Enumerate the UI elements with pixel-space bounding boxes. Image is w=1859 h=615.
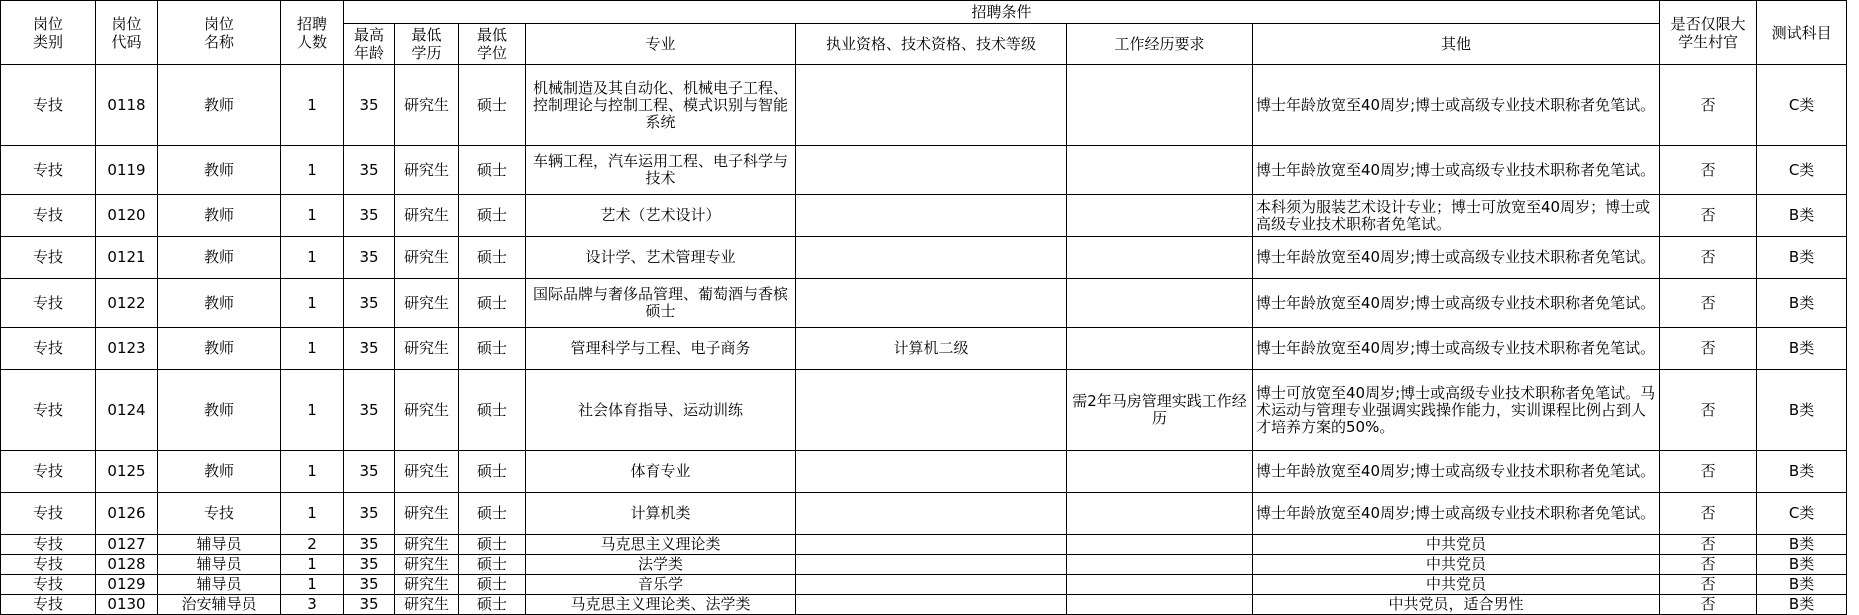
cell-code: 0128	[96, 555, 158, 575]
cell-qualification	[796, 370, 1067, 451]
cell-major: 机械制造及其自动化、机械电子工程、控制理论与控制工程、模式识别与智能系统	[526, 65, 796, 146]
cell-village-official: 否	[1660, 493, 1757, 535]
cell-max-age: 35	[344, 195, 395, 237]
header-exam-subject: 测试科目	[1757, 1, 1847, 65]
cell-min-education: 研究生	[395, 493, 459, 535]
cell-category: 专技	[1, 237, 96, 279]
cell-min-degree: 硕士	[459, 237, 526, 279]
cell-category: 专技	[1, 535, 96, 555]
cell-qualification	[796, 279, 1067, 328]
cell-category: 专技	[1, 328, 96, 370]
cell-work-experience	[1067, 279, 1253, 328]
header-other: 其他	[1253, 24, 1660, 65]
cell-min-education: 研究生	[395, 195, 459, 237]
cell-work-experience	[1067, 451, 1253, 493]
cell-code: 0126	[96, 493, 158, 535]
cell-other: 中共党员，适合男性	[1253, 595, 1660, 615]
header-count: 招聘 人数	[281, 1, 344, 65]
cell-other: 博士年龄放宽至40周岁;博士或高级专业技术职称者免笔试。	[1253, 146, 1660, 195]
cell-min-education: 研究生	[395, 328, 459, 370]
cell-work-experience	[1067, 555, 1253, 575]
cell-min-education: 研究生	[395, 65, 459, 146]
cell-work-experience	[1067, 146, 1253, 195]
cell-major: 体育专业	[526, 451, 796, 493]
table-row	[1, 493, 1847, 535]
cell-min-degree: 硕士	[459, 328, 526, 370]
header-row-1	[1, 1, 1847, 24]
cell-qualification	[796, 237, 1067, 279]
cell-exam-subject: B类	[1757, 370, 1847, 451]
cell-qualification	[796, 493, 1067, 535]
cell-exam-subject: B类	[1757, 279, 1847, 328]
cell-min-degree: 硕士	[459, 535, 526, 555]
cell-exam-subject: B类	[1757, 237, 1847, 279]
cell-min-degree: 硕士	[459, 451, 526, 493]
cell-name: 教师	[158, 328, 281, 370]
cell-other: 中共党员	[1253, 555, 1660, 575]
cell-max-age: 35	[344, 370, 395, 451]
cell-village-official: 否	[1660, 451, 1757, 493]
cell-category: 专技	[1, 195, 96, 237]
cell-code: 0129	[96, 575, 158, 595]
cell-village-official: 否	[1660, 279, 1757, 328]
cell-exam-subject: B类	[1757, 595, 1847, 615]
cell-name: 治安辅导员	[158, 595, 281, 615]
cell-count: 1	[281, 370, 344, 451]
cell-work-experience	[1067, 535, 1253, 555]
table-body	[1, 65, 1847, 615]
cell-major: 管理科学与工程、电子商务	[526, 328, 796, 370]
cell-exam-subject: C类	[1757, 65, 1847, 146]
cell-major: 音乐学	[526, 575, 796, 595]
cell-work-experience	[1067, 493, 1253, 535]
table-row	[1, 195, 1847, 237]
cell-major: 国际品牌与奢侈品管理、葡萄酒与香槟硕士	[526, 279, 796, 328]
table-row	[1, 555, 1847, 575]
cell-count: 3	[281, 595, 344, 615]
cell-category: 专技	[1, 370, 96, 451]
cell-qualification	[796, 575, 1067, 595]
cell-min-education: 研究生	[395, 237, 459, 279]
cell-major: 设计学、艺术管理专业	[526, 237, 796, 279]
cell-count: 1	[281, 195, 344, 237]
cell-other: 博士年龄放宽至40周岁;博士或高级专业技术职称者免笔试。	[1253, 328, 1660, 370]
cell-max-age: 35	[344, 279, 395, 328]
cell-min-degree: 硕士	[459, 493, 526, 535]
table-row	[1, 575, 1847, 595]
cell-code: 0124	[96, 370, 158, 451]
cell-village-official: 否	[1660, 237, 1757, 279]
cell-code: 0118	[96, 65, 158, 146]
cell-other: 博士年龄放宽至40周岁;博士或高级专业技术职称者免笔试。	[1253, 237, 1660, 279]
cell-work-experience	[1067, 328, 1253, 370]
cell-qualification	[796, 65, 1067, 146]
header-major: 专业	[526, 24, 796, 65]
header-min-education: 最低 学历	[395, 24, 459, 65]
cell-code: 0121	[96, 237, 158, 279]
cell-name: 教师	[158, 195, 281, 237]
cell-code: 0125	[96, 451, 158, 493]
cell-village-official: 否	[1660, 65, 1757, 146]
table-row	[1, 146, 1847, 195]
cell-count: 1	[281, 555, 344, 575]
cell-work-experience	[1067, 595, 1253, 615]
cell-village-official: 否	[1660, 370, 1757, 451]
header-qualification: 执业资格、技术资格、技术等级	[796, 24, 1067, 65]
cell-other: 博士可放宽至40周岁;博士或高级专业技术职称者免笔试。马术运动与管理专业强调实践操作能力，实训课程比例占到人才培养方案的50%。	[1253, 370, 1660, 451]
cell-other: 博士年龄放宽至40周岁;博士或高级专业技术职称者免笔试。	[1253, 279, 1660, 328]
cell-min-education: 研究生	[395, 146, 459, 195]
header-work-experience: 工作经历要求	[1067, 24, 1253, 65]
cell-count: 1	[281, 65, 344, 146]
cell-other: 本科须为服装艺术设计专业；博士可放宽至40周岁；博士或高级专业技术职称者免笔试。	[1253, 195, 1660, 237]
cell-category: 专技	[1, 555, 96, 575]
cell-category: 专技	[1, 279, 96, 328]
cell-min-education: 研究生	[395, 279, 459, 328]
table-row	[1, 237, 1847, 279]
cell-major: 艺术（艺术设计）	[526, 195, 796, 237]
cell-name: 辅导员	[158, 535, 281, 555]
header-category: 岗位 类别	[1, 1, 96, 65]
table-row	[1, 595, 1847, 615]
cell-category: 专技	[1, 451, 96, 493]
table-row	[1, 65, 1847, 146]
cell-min-education: 研究生	[395, 451, 459, 493]
cell-other: 中共党员	[1253, 535, 1660, 555]
cell-max-age: 35	[344, 493, 395, 535]
cell-village-official: 否	[1660, 195, 1757, 237]
cell-max-age: 35	[344, 535, 395, 555]
cell-category: 专技	[1, 65, 96, 146]
header-code: 岗位 代码	[96, 1, 158, 65]
cell-count: 1	[281, 237, 344, 279]
cell-count: 2	[281, 535, 344, 555]
cell-code: 0120	[96, 195, 158, 237]
cell-other: 中共党员	[1253, 575, 1660, 595]
cell-exam-subject: B类	[1757, 575, 1847, 595]
cell-other: 博士年龄放宽至40周岁;博士或高级专业技术职称者免笔试。	[1253, 493, 1660, 535]
cell-max-age: 35	[344, 451, 395, 493]
cell-code: 0122	[96, 279, 158, 328]
cell-count: 1	[281, 493, 344, 535]
cell-exam-subject: B类	[1757, 195, 1847, 237]
cell-village-official: 否	[1660, 146, 1757, 195]
cell-min-education: 研究生	[395, 370, 459, 451]
cell-major: 计算机类	[526, 493, 796, 535]
cell-max-age: 35	[344, 65, 395, 146]
cell-max-age: 35	[344, 575, 395, 595]
cell-category: 专技	[1, 493, 96, 535]
cell-name: 教师	[158, 370, 281, 451]
cell-exam-subject: B类	[1757, 328, 1847, 370]
cell-count: 1	[281, 279, 344, 328]
cell-major: 法学类	[526, 555, 796, 575]
cell-count: 1	[281, 146, 344, 195]
cell-village-official: 否	[1660, 328, 1757, 370]
cell-major: 马克思主义理论类、法学类	[526, 595, 796, 615]
cell-min-education: 研究生	[395, 575, 459, 595]
cell-min-degree: 硕士	[459, 146, 526, 195]
cell-min-education: 研究生	[395, 555, 459, 575]
cell-min-education: 研究生	[395, 595, 459, 615]
cell-qualification	[796, 451, 1067, 493]
table-row	[1, 370, 1847, 451]
cell-qualification	[796, 595, 1067, 615]
cell-village-official: 否	[1660, 555, 1757, 575]
cell-min-degree: 硕士	[459, 195, 526, 237]
header-min-degree: 最低 学位	[459, 24, 526, 65]
cell-other: 博士年龄放宽至40周岁;博士或高级专业技术职称者免笔试。	[1253, 65, 1660, 146]
table-row	[1, 535, 1847, 555]
cell-category: 专技	[1, 146, 96, 195]
header-name: 岗位 名称	[158, 1, 281, 65]
cell-count: 1	[281, 328, 344, 370]
table-row	[1, 451, 1847, 493]
cell-max-age: 35	[344, 595, 395, 615]
cell-work-experience: 需2年马房管理实践工作经历	[1067, 370, 1253, 451]
cell-code: 0130	[96, 595, 158, 615]
cell-min-degree: 硕士	[459, 279, 526, 328]
cell-code: 0123	[96, 328, 158, 370]
cell-other: 博士年龄放宽至40周岁;博士或高级专业技术职称者免笔试。	[1253, 451, 1660, 493]
cell-min-degree: 硕士	[459, 370, 526, 451]
cell-min-degree: 硕士	[459, 575, 526, 595]
header-village-official: 是否仅限大 学生村官	[1660, 1, 1757, 65]
cell-name: 教师	[158, 451, 281, 493]
cell-category: 专技	[1, 595, 96, 615]
cell-major: 马克思主义理论类	[526, 535, 796, 555]
cell-name: 教师	[158, 65, 281, 146]
table-row	[1, 328, 1847, 370]
cell-min-degree: 硕士	[459, 65, 526, 146]
cell-name: 教师	[158, 146, 281, 195]
cell-exam-subject: B类	[1757, 535, 1847, 555]
cell-count: 1	[281, 451, 344, 493]
cell-exam-subject: C类	[1757, 146, 1847, 195]
cell-major: 社会体育指导、运动训练	[526, 370, 796, 451]
table-row	[1, 279, 1847, 328]
cell-name: 教师	[158, 237, 281, 279]
cell-exam-subject: C类	[1757, 493, 1847, 535]
cell-name: 教师	[158, 279, 281, 328]
header-conditions: 招聘条件	[344, 1, 1660, 24]
cell-qualification: 计算机二级	[796, 328, 1067, 370]
cell-max-age: 35	[344, 237, 395, 279]
cell-code: 0127	[96, 535, 158, 555]
cell-exam-subject: B类	[1757, 555, 1847, 575]
cell-count: 1	[281, 575, 344, 595]
cell-min-degree: 硕士	[459, 595, 526, 615]
cell-work-experience	[1067, 575, 1253, 595]
cell-code: 0119	[96, 146, 158, 195]
cell-name: 辅导员	[158, 555, 281, 575]
cell-exam-subject: B类	[1757, 451, 1847, 493]
cell-major: 车辆工程，汽车运用工程、电子科学与技术	[526, 146, 796, 195]
cell-qualification	[796, 146, 1067, 195]
cell-village-official: 否	[1660, 595, 1757, 615]
cell-work-experience	[1067, 195, 1253, 237]
cell-village-official: 否	[1660, 575, 1757, 595]
cell-qualification	[796, 195, 1067, 237]
cell-village-official: 否	[1660, 535, 1757, 555]
header-max-age: 最高 年龄	[344, 24, 395, 65]
cell-name: 专技	[158, 493, 281, 535]
cell-max-age: 35	[344, 555, 395, 575]
cell-min-degree: 硕士	[459, 555, 526, 575]
cell-qualification	[796, 535, 1067, 555]
cell-work-experience	[1067, 65, 1253, 146]
cell-max-age: 35	[344, 328, 395, 370]
cell-work-experience	[1067, 237, 1253, 279]
cell-qualification	[796, 555, 1067, 575]
cell-min-education: 研究生	[395, 535, 459, 555]
cell-name: 辅导员	[158, 575, 281, 595]
cell-max-age: 35	[344, 146, 395, 195]
cell-category: 专技	[1, 575, 96, 595]
